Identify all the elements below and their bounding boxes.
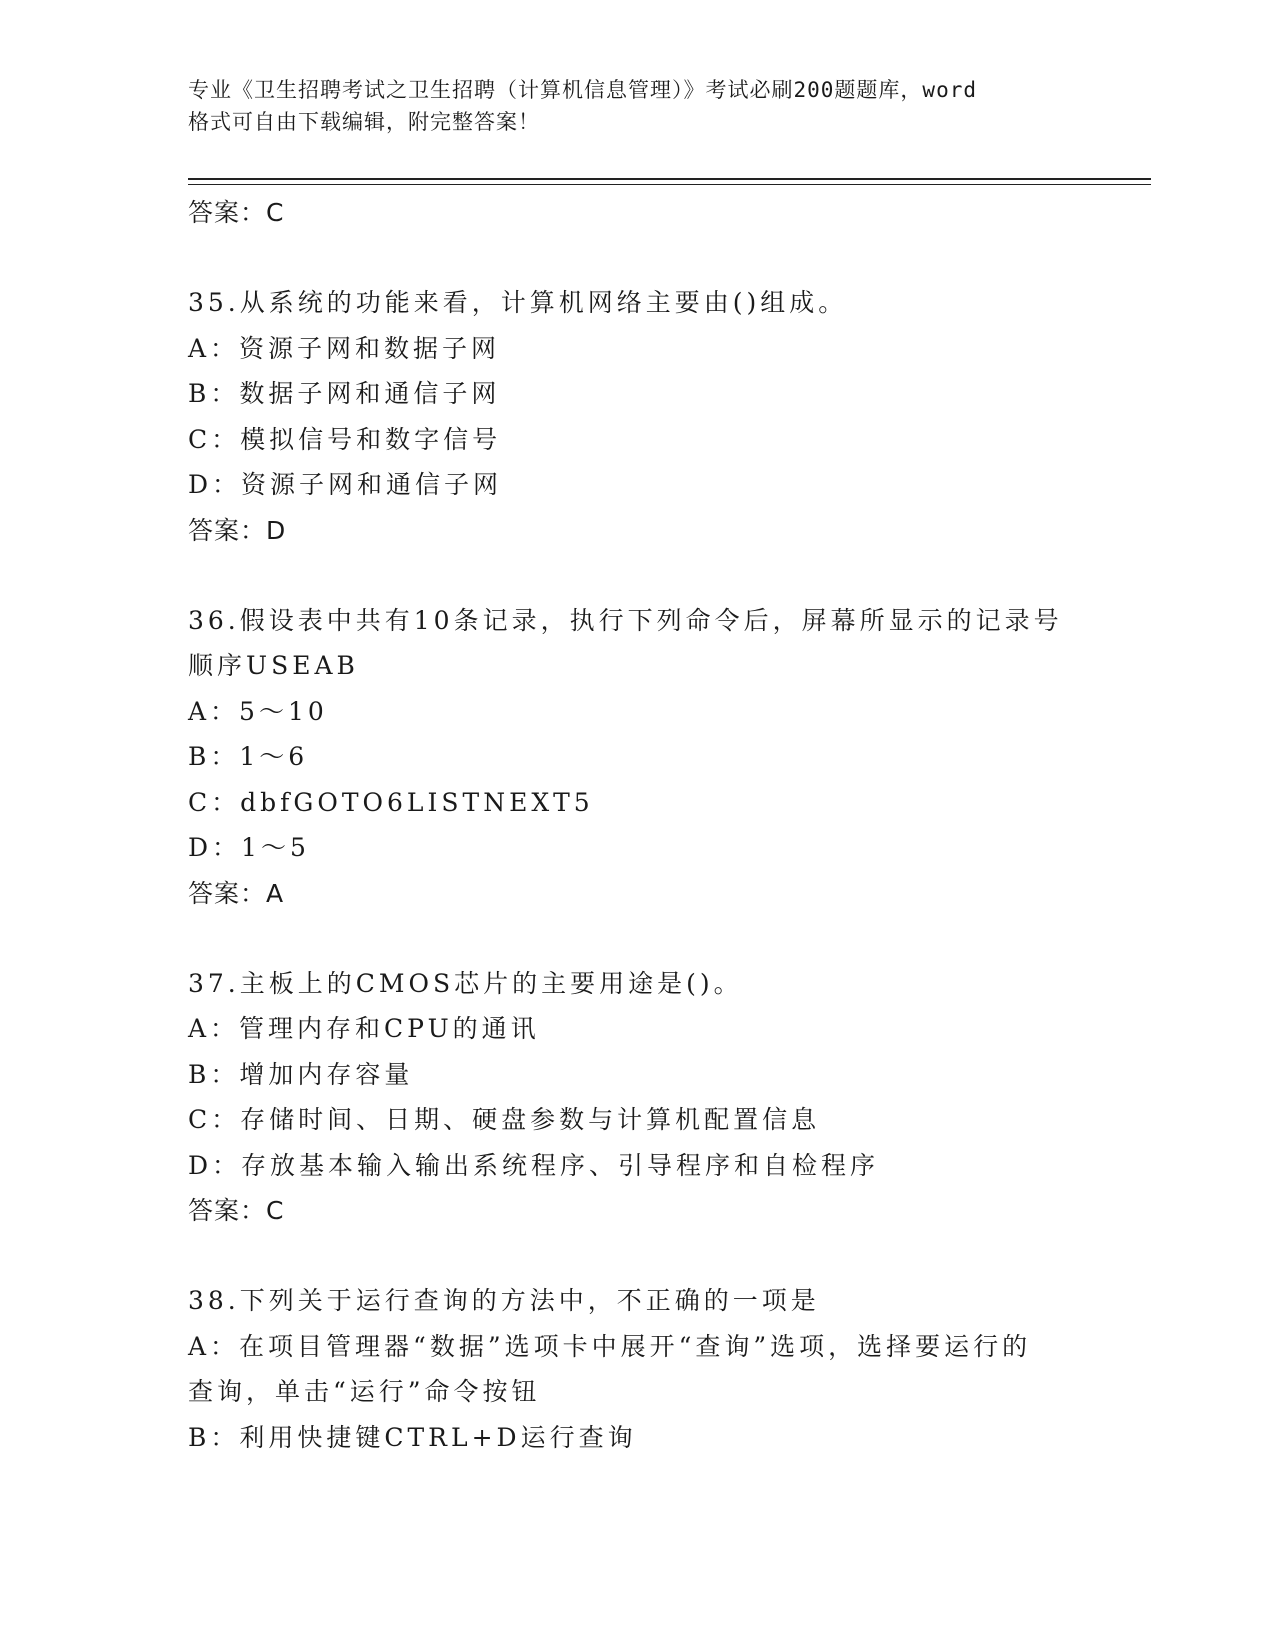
header-divider bbox=[188, 178, 1151, 180]
option-b: B：利用快捷键CTRL+D运行查询 bbox=[188, 1422, 637, 1452]
question-stem: 37.主板上的CMOS芯片的主要用途是()。 bbox=[188, 968, 743, 998]
option-c: C：模拟信号和数字信号 bbox=[188, 424, 502, 454]
option-a: A：5～10 bbox=[188, 696, 328, 726]
option-d: D：资源子网和通信子网 bbox=[188, 470, 503, 499]
header-line-1: 专业《卫生招聘考试之卫生招聘（计算机信息管理）》考试必刷200题题库，word bbox=[188, 78, 977, 102]
question-list bbox=[188, 190, 1128, 1460]
document-header bbox=[188, 74, 1108, 138]
question-37 bbox=[188, 961, 1128, 1234]
option-a: A：管理内存和CPU的通讯 bbox=[188, 1014, 540, 1043]
option-c: C：dbfGOTO6LISTNEXT5 bbox=[188, 787, 594, 817]
header-line-2: 格式可自由下载编辑，附完整答案！ bbox=[188, 110, 540, 134]
question-stem: 36.假设表中共有10条记录，执行下列命令后，屏幕所显示的记录号 bbox=[188, 605, 1063, 635]
option-b: B：1～6 bbox=[188, 742, 309, 771]
answer-line: 答案：C bbox=[188, 1196, 285, 1225]
question-36 bbox=[188, 598, 1128, 916]
question-stem: 35.从系统的功能来看，计算机网络主要由()组成。 bbox=[188, 288, 848, 317]
option-a: A：资源子网和数据子网 bbox=[188, 333, 501, 363]
option-d: D：1～5 bbox=[188, 833, 310, 862]
option-b: B：数据子网和通信子网 bbox=[188, 379, 501, 408]
answer-line: 答案：A bbox=[188, 878, 285, 908]
header-divider-thin bbox=[188, 184, 1151, 185]
question-35 bbox=[188, 280, 1128, 553]
option-a: A：在项目管理器“数据”选项卡中展开“查询”选项，选择要运行的 bbox=[188, 1331, 1032, 1361]
option-a-cont: 查询，单击“运行”命令按钮 bbox=[188, 1377, 541, 1406]
question-38 bbox=[188, 1278, 1128, 1460]
answer-line: 答案：D bbox=[188, 515, 287, 545]
question-stem: 38.下列关于运行查询的方法中，不正确的一项是 bbox=[188, 1286, 820, 1315]
answer-line: 答案：C bbox=[188, 198, 285, 227]
option-b: B：增加内存容量 bbox=[188, 1059, 414, 1089]
option-c: C：存储时间、日期、硬盘参数与计算机配置信息 bbox=[188, 1105, 821, 1134]
question-stem-cont: 顺序USEAB bbox=[188, 651, 359, 680]
option-d: D：存放基本输入输出系统程序、引导程序和自检程序 bbox=[188, 1150, 880, 1180]
